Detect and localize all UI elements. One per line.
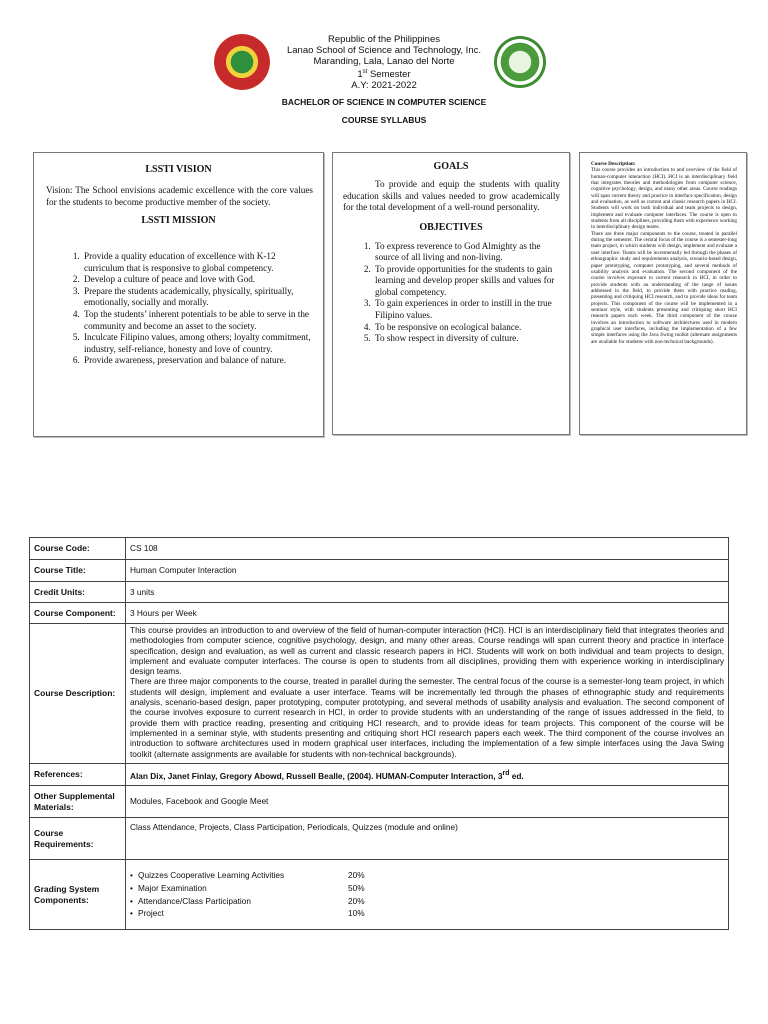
course-description-label-cell: Course Description:: [30, 624, 126, 764]
table-row: [30, 624, 729, 764]
table-row: [30, 786, 729, 818]
credit-units-value: 3 units: [126, 582, 729, 603]
bullet-icon: •: [130, 869, 133, 880]
course-description-text: [591, 161, 737, 345]
course-description-paragraph: There are three major components to the course, treated in parallel during the semester. The central focus of the course is a semester-long team project, in which students will design, implement and evaluate a user interface. Teams will be incrementally led through the phases of ethnographic study and requirements analysis, scenario-based design, paper prototyping, computer prototyping, and several methods of usability analysis and evaluation. The second component of the course involves exposure to current research in HCI, in order to provide students with an understanding of the range of issues addressed in the field, to provide them with practice reading, presenting and critiquing HCI research, and to provide ideas for team projects. This component of the course will be implemented in a seminar style, with students presenting and critiquing short HCI research papers each week. The third component of the course involves an introduction to software architectures used in modern graphical user interfaces, including the implementation of a few simple interfaces using the Java Swing toolkit (alternate assignments are available for students with non-technical backgrounds).: [591, 230, 737, 345]
course-description-paragraph: This course provides an introduction to and overview of the field of human-computer interaction (HCI). HCI is an interdisciplinary field that integrates theories and methodologies from computer science, cognitive psychology, design, and many other areas. Course readings will span current theory and practice in interface specification, design and evaluation, as well as current and classic research papers in HCI. Students will work on both individual and team projects to design, implement and evaluate computer interfaces. The course is open to students from all disciplines, providing them with experience working in interdisciplinary design teams.: [591, 167, 737, 231]
table-row: [30, 818, 729, 860]
requirements-label: Course Requirements:: [30, 818, 126, 860]
description-paragraph: This course provides an introduction to and overview of the field of human-computer interaction (HCI). HCI is an interdisciplinary field that integrates theories and methodologies from computer science, cognitive psychology, design, and many other areas. Course readings will span current theory and practice in interface specification, design and evaluation, as well as current and classic research papers in HCI. Students will work on both individual and team projects to design, implement and evaluate computer interfaces. The course is open to students from all disciplines, providing them with experience working in interdisciplinary design teams.: [130, 625, 724, 677]
grading-item-percent: 20%: [348, 895, 365, 906]
objective-item: 3. To gain experiences in order to instill in the true Filipino values.: [373, 298, 561, 321]
header-line: Maranding, Lala, Lanao del Norte: [313, 55, 455, 67]
header-address: [0, 35, 768, 92]
objectives-title: OBJECTIVES: [419, 221, 483, 233]
course-title-value: Human Computer Interaction: [126, 560, 729, 582]
course-code-value: CS 108: [126, 538, 729, 560]
vision-text: Vision: The School envisions academic excellence with the core values for the students to become productive member of the society.: [46, 185, 313, 207]
mission-title: LSSTI MISSION: [141, 215, 216, 226]
academic-year: A.Y: 2021-2022: [351, 80, 417, 92]
reference-edition-suffix: rd: [502, 769, 510, 777]
course-component-value: 3 Hours per Week: [126, 603, 729, 624]
references-value: [126, 764, 729, 786]
grading-item-name: Major Examination: [138, 882, 207, 893]
mission-item: 2. Develop a culture of peace and love with God.: [82, 274, 313, 286]
grading-label: Grading System Components:: [30, 860, 126, 930]
grading-item-name: Attendance/Class Participation: [138, 895, 251, 906]
mission-list: [34, 251, 313, 367]
references-label: References:: [30, 764, 126, 786]
semester-line: [0, 67, 768, 81]
supplemental-label: Other Supplemental Materials:: [30, 786, 126, 818]
course-description-label: Course Description:: [591, 161, 636, 167]
header-line: Lanao School of Science and Technology, Inc.: [286, 44, 481, 56]
vision-title: LSSTI VISION: [145, 164, 212, 175]
bullet-icon: •: [130, 908, 133, 919]
program-title: BACHELOR OF SCIENCE IN COMPUTER SCIENCE: [281, 97, 487, 107]
grading-item-percent: 10%: [348, 908, 365, 919]
header-line: Republic of the Philippines: [328, 34, 440, 45]
table-row: [30, 538, 729, 560]
course-component-label: Course Component:: [30, 603, 126, 624]
table-row: [30, 560, 729, 582]
course-description-value: [126, 624, 729, 764]
grading-item-name: Project: [138, 908, 164, 919]
goals-text: To provide and equip the students with quality education skills and values needed to grow academically for the total development of a well-round personality.: [343, 179, 560, 212]
semester-label: Semester: [367, 69, 411, 81]
semester-suffix: st: [362, 69, 368, 76]
reference-text: Alan Dix, Janet Finlay, Gregory Abowd, Russell Bealle, (2004). HUMAN-Computer Interaction, 3: [130, 770, 503, 781]
table-row: [30, 582, 729, 603]
table-row: [30, 860, 729, 930]
table-row: [30, 764, 729, 786]
table-row: [30, 603, 729, 624]
grading-components: [126, 860, 729, 930]
course-code-label: Course Code:: [30, 538, 126, 560]
description-paragraph: There are three major components to the course, treated in parallel during the semester. The central focus of the course is a semester-long team project, in which students will design, implement and evaluate a user interface. Teams will be incrementally led through the phases of ethnographic study and requirements analysis, scenario-based design, paper prototyping, computer prototyping, and several methods of usability analysis and evaluation. The second component of the course involves exposure to current research in HCI, in order to provide students with an understanding of the range of issues addressed in the field, to provide them with practice reading, presenting and critiquing HCI research, and to provide ideas for team projects. This component of the course will be implemented in a seminar style, with students presenting and critiquing short HCI research papers each week. The third component of the course involves an introduction to software architectures used in modern graphical user interfaces, including the implementation of a few simple interfaces using the Java Swing toolkit (alternate assignments are available for students with non-technical backgrounds).: [130, 676, 724, 759]
mission-item: 3. Prepare the students academically, physically, spiritually, emotionally, socially and morally.: [82, 286, 313, 309]
vision-mission-box: [33, 152, 324, 437]
grading-item: [130, 869, 724, 882]
bullet-icon: •: [130, 882, 133, 893]
document-title: COURSE SYLLABUS: [341, 115, 427, 125]
objective-item: 1. To express reverence to God Almighty as the source of all living and non-living.: [373, 241, 561, 264]
mission-item: 5. Inculcate Filipino values, among others; loyalty commitment, industry, self-reliance, honesty and love of country.: [82, 332, 313, 355]
credit-units-label: Credit Units:: [30, 582, 126, 603]
course-info-table: [29, 537, 729, 930]
course-description-box: [579, 152, 747, 435]
grading-item-percent: 50%: [348, 882, 365, 893]
reference-edition-end: ed.: [509, 770, 524, 781]
semester-number: 1: [357, 69, 363, 81]
objective-item: 4. To be responsive on ecological balance.: [373, 322, 561, 334]
course-title-label: Course Title:: [30, 560, 126, 582]
mission-item: 6. Provide awareness, preservation and balance of nature.: [82, 355, 313, 367]
goals-title: GOALS: [433, 161, 469, 172]
mission-item: 4. Top the students’ inherent potentials to be able to serve in the community and become an asset to the society.: [82, 309, 313, 332]
grading-item: [130, 895, 724, 908]
grading-item: [130, 882, 724, 895]
objective-item: 5. To show respect in diversity of culture.: [373, 333, 561, 345]
objective-item: 2. To provide opportunities for the students to gain learning and develop proper skills and values for global competency.: [373, 264, 561, 299]
objectives-list: [333, 241, 561, 345]
bullet-icon: •: [130, 895, 133, 906]
mission-item: 1. Provide a quality education of excellence with K-12 curriculum that is responsive to global competency.: [82, 251, 313, 274]
grading-item: [130, 907, 724, 920]
supplemental-value: Modules, Facebook and Google Meet: [126, 786, 729, 818]
goals-objectives-box: [332, 152, 570, 435]
grading-item-name: Quizzes Cooperative Learning Activities: [138, 869, 285, 880]
requirements-value: Class Attendance, Projects, Class Participation, Periodicals, Quizzes (module and online): [126, 818, 729, 860]
grading-item-percent: 20%: [348, 869, 365, 880]
